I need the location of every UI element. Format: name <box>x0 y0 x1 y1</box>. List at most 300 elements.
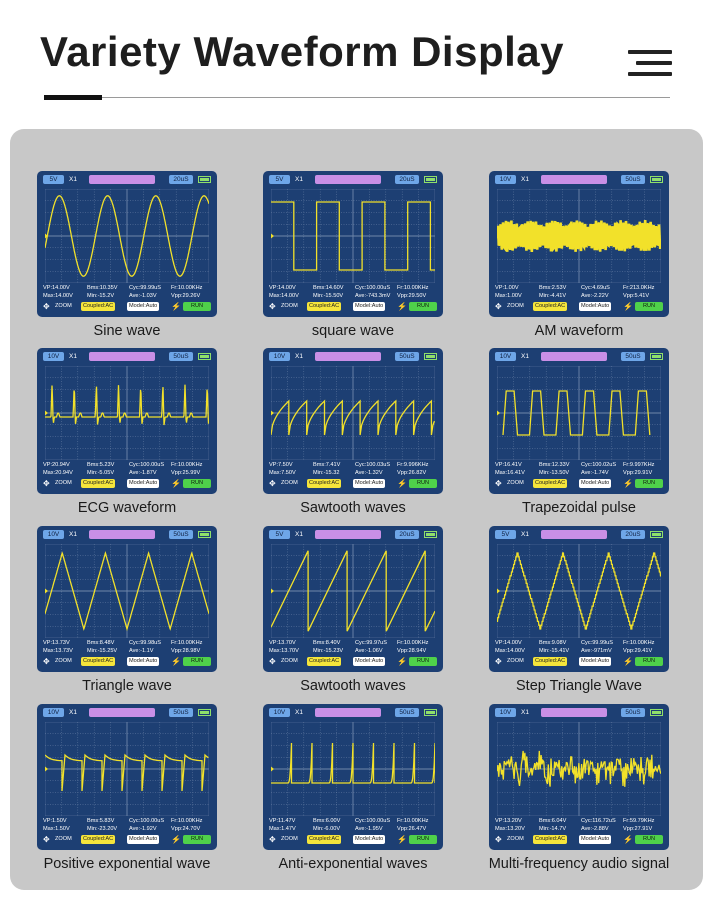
average-reading: Ave:-1.74V <box>581 469 609 476</box>
time-per-div-badge: 20uS <box>621 530 645 539</box>
time-per-div-badge: 50uS <box>621 352 645 361</box>
min-reading: Min:-15.25V <box>87 647 118 654</box>
vpp-reading: Vpp:26.82V <box>397 469 427 476</box>
frequency-reading: Fr:9.997KHz <box>623 462 655 468</box>
cycle-reading: Cyc:100.00uS <box>129 818 165 824</box>
vp-reading: VP:14.00V <box>495 640 522 646</box>
frequency-reading: Fr:10.00KHz <box>171 462 203 468</box>
waveform-caption: Sawtooth waves <box>300 678 406 694</box>
zoom-label: ZOOM <box>507 658 524 664</box>
volts-per-div-badge: 10V <box>269 708 290 717</box>
battery-icon <box>650 176 663 183</box>
scope-status-bar <box>269 835 439 845</box>
run-status-badge: RUN <box>409 302 437 311</box>
vp-reading: VP:13.20V <box>495 818 522 824</box>
probe-multiplier: X1 <box>69 531 77 538</box>
frequency-reading: Fr:10.00KHz <box>171 818 203 824</box>
frequency-reading: Fr:59.79KHz <box>623 818 655 824</box>
waveform-card-4 <box>37 348 217 518</box>
max-reading: Max:1.50V <box>43 825 70 832</box>
time-per-div-badge: 50uS <box>621 175 645 184</box>
trigger-flash-icon: ⚡ <box>171 835 181 844</box>
zoom-label: ZOOM <box>507 836 524 842</box>
oscilloscope-screen <box>489 171 669 317</box>
average-reading: Ave:-2.22V <box>581 292 609 299</box>
oscilloscope-screen <box>37 348 217 494</box>
vpp-reading: Vpp:25.99V <box>171 469 201 476</box>
coupling-badge: Coupled:AC <box>309 303 340 309</box>
probe-multiplier: X1 <box>69 353 77 360</box>
frequency-reading: Fr:10.00KHz <box>171 640 203 646</box>
battery-icon <box>650 353 663 360</box>
waveform-plot <box>271 189 435 283</box>
coupling-badge: Coupled:AC <box>535 303 566 309</box>
move-icon: ✥ <box>43 479 50 488</box>
scope-status-bar <box>495 657 665 667</box>
run-status-badge: RUN <box>409 835 437 844</box>
vp-reading: VP:1.50V <box>43 818 67 824</box>
move-icon: ✥ <box>269 835 276 844</box>
min-reading: Min:-14.7V <box>539 825 567 832</box>
trigger-position-bar <box>315 352 381 361</box>
scope-status-bar <box>43 657 213 667</box>
max-reading: Max:13.73V <box>43 647 73 654</box>
volts-per-div-badge: 10V <box>269 352 290 361</box>
zoom-label: ZOOM <box>55 480 72 486</box>
trigger-position-bar <box>315 530 381 539</box>
bms-reading: Bms:7.41V <box>313 462 341 468</box>
run-status-badge: RUN <box>409 657 437 666</box>
move-icon: ✥ <box>43 302 50 311</box>
trigger-flash-icon: ⚡ <box>397 302 407 311</box>
measurement-readout <box>495 640 665 655</box>
vp-reading: VP:13.70V <box>269 640 296 646</box>
oscilloscope-screen <box>263 348 443 494</box>
zoom-label: ZOOM <box>281 303 298 309</box>
trigger-mode-badge: Model:Auto <box>581 658 610 664</box>
title-divider <box>44 97 670 98</box>
trigger-mode-badge: Model:Auto <box>129 480 158 486</box>
vpp-reading: Vpp:29.50V <box>397 292 427 299</box>
vp-reading: VP:14.00V <box>43 285 70 291</box>
frequency-reading: Fr:10.00KHz <box>171 285 203 291</box>
vp-reading: VP:7.50V <box>269 462 293 468</box>
max-reading: Max:14.00V <box>495 647 525 654</box>
zoom-label: ZOOM <box>281 836 298 842</box>
vpp-reading: Vpp:28.94V <box>397 647 427 654</box>
waveform-plot <box>497 366 661 460</box>
waveform-caption: Sawtooth waves <box>300 500 406 516</box>
bms-reading: Bms:12.33V <box>539 462 570 468</box>
measurement-readout <box>269 818 439 833</box>
waveform-plot <box>45 189 209 283</box>
trigger-position-bar <box>89 175 155 184</box>
probe-multiplier: X1 <box>521 176 529 183</box>
max-reading: Max:14.00V <box>269 292 299 299</box>
measurement-readout <box>43 462 213 477</box>
waveform-caption: ECG waveform <box>77 500 177 516</box>
run-status-badge: RUN <box>635 302 663 311</box>
waveform-caption: Step Triangle Wave <box>516 678 642 694</box>
oscilloscope-screen <box>489 704 669 850</box>
volts-per-div-badge: 5V <box>495 530 516 539</box>
waveform-plot <box>497 722 661 816</box>
coupling-badge: Coupled:AC <box>535 480 566 486</box>
zoom-label: ZOOM <box>507 480 524 486</box>
measurement-readout <box>495 285 665 300</box>
probe-multiplier: X1 <box>521 531 529 538</box>
cycle-reading: Cyc:100.02uS <box>581 462 617 468</box>
trigger-mode-badge: Model:Auto <box>129 303 158 309</box>
max-reading: Max:20.94V <box>43 469 73 476</box>
vpp-reading: Vpp:29.41V <box>623 647 653 654</box>
max-reading: Max:7.50V <box>269 469 296 476</box>
oscilloscope-screen <box>263 171 443 317</box>
scope-status-bar <box>43 835 213 845</box>
coupling-badge: Coupled:AC <box>535 658 566 664</box>
zoom-label: ZOOM <box>55 303 72 309</box>
frequency-reading: Fr:10.00KHz <box>623 640 655 646</box>
coupling-badge: Coupled:AC <box>309 480 340 486</box>
volts-per-div-badge: 5V <box>269 175 290 184</box>
vpp-reading: Vpp:26.47V <box>397 825 427 832</box>
trigger-flash-icon: ⚡ <box>171 302 181 311</box>
frequency-reading: Fr:10.00KHz <box>397 285 429 291</box>
vpp-reading: Vpp:24.70V <box>171 825 201 832</box>
bms-reading: Bms:14.60V <box>313 285 344 291</box>
frequency-reading: Fr:10.00KHz <box>397 818 429 824</box>
probe-multiplier: X1 <box>69 709 77 716</box>
volts-per-div-badge: 10V <box>43 530 64 539</box>
scope-status-bar <box>43 479 213 489</box>
time-per-div-badge: 50uS <box>169 530 193 539</box>
min-reading: Min:-15.50V <box>313 292 344 299</box>
zoom-label: ZOOM <box>281 658 298 664</box>
battery-icon <box>198 353 211 360</box>
cycle-reading: Cyc:99.98uS <box>129 640 162 646</box>
average-reading: Ave:-1.95V <box>355 825 383 832</box>
vp-reading: VP:11.47V <box>269 818 296 824</box>
run-status-badge: RUN <box>183 479 211 488</box>
measurement-readout <box>495 818 665 833</box>
volts-per-div-badge: 10V <box>43 708 64 717</box>
bms-reading: Bms:9.08V <box>539 640 567 646</box>
waveform-caption: Trapezoidal pulse <box>522 500 636 516</box>
probe-multiplier: X1 <box>69 176 77 183</box>
max-reading: Max:14.00V <box>43 292 73 299</box>
min-reading: Min:-5.05V <box>87 469 115 476</box>
scope-status-bar <box>495 835 665 845</box>
move-icon: ✥ <box>269 479 276 488</box>
run-status-badge: RUN <box>635 479 663 488</box>
time-per-div-badge: 50uS <box>395 352 419 361</box>
max-reading: Max:1.00V <box>495 292 522 299</box>
waveform-card-3 <box>489 171 669 341</box>
vp-reading: VP:1.00V <box>495 285 519 291</box>
zoom-label: ZOOM <box>507 303 524 309</box>
probe-multiplier: X1 <box>295 176 303 183</box>
trigger-mode-badge: Model:Auto <box>581 836 610 842</box>
trigger-flash-icon: ⚡ <box>171 479 181 488</box>
min-reading: Min:-15.32 <box>313 469 340 476</box>
trigger-mode-badge: Model:Auto <box>581 303 610 309</box>
frequency-reading: Fr:9.996KHz <box>397 462 429 468</box>
cycle-reading: Cyc:100.00uS <box>355 818 391 824</box>
move-icon: ✥ <box>495 657 502 666</box>
trigger-position-bar <box>315 708 381 717</box>
coupling-badge: Coupled:AC <box>83 303 114 309</box>
move-icon: ✥ <box>495 479 502 488</box>
title-underline-accent <box>44 95 102 100</box>
battery-icon <box>650 531 663 538</box>
vpp-reading: Vpp:27.91V <box>623 825 653 832</box>
min-reading: Min:-23.20V <box>87 825 118 832</box>
oscilloscope-screen <box>489 348 669 494</box>
time-per-div-badge: 20uS <box>395 530 419 539</box>
waveform-plot <box>45 544 209 638</box>
average-reading: Ave:-1.87V <box>129 469 157 476</box>
waveform-caption: Anti-exponential waves <box>278 856 428 872</box>
vpp-reading: Vpp:5.41V <box>623 292 650 299</box>
trigger-mode-badge: Model:Auto <box>581 480 610 486</box>
volts-per-div-badge: 10V <box>495 352 516 361</box>
cycle-reading: Cyc:100.00uS <box>355 285 391 291</box>
coupling-badge: Coupled:AC <box>309 836 340 842</box>
bms-reading: Bms:2.53V <box>539 285 567 291</box>
run-status-badge: RUN <box>635 657 663 666</box>
waveform-plot <box>45 722 209 816</box>
probe-multiplier: X1 <box>521 709 529 716</box>
measurement-readout <box>43 285 213 300</box>
probe-multiplier: X1 <box>295 531 303 538</box>
coupling-badge: Coupled:AC <box>535 836 566 842</box>
vp-reading: VP:14.00V <box>269 285 296 291</box>
scope-status-bar <box>269 302 439 312</box>
average-reading: Ave:-743.3mV <box>355 292 391 299</box>
trigger-position-bar <box>89 708 155 717</box>
min-reading: Min:-13.50V <box>539 469 570 476</box>
zoom-label: ZOOM <box>55 836 72 842</box>
oscilloscope-screen <box>37 526 217 672</box>
waveform-plot <box>271 544 435 638</box>
waveform-caption: AM waveform <box>534 323 624 339</box>
move-icon: ✥ <box>43 657 50 666</box>
waveform-card-10 <box>37 704 217 874</box>
bms-reading: Bms:8.48V <box>87 640 115 646</box>
volts-per-div-badge: 10V <box>43 352 64 361</box>
min-reading: Min:-4.41V <box>539 292 567 299</box>
scope-status-bar <box>269 657 439 667</box>
volts-per-div-badge: 5V <box>43 175 64 184</box>
battery-icon <box>424 176 437 183</box>
probe-multiplier: X1 <box>521 353 529 360</box>
waveform-caption: Sine wave <box>93 323 161 339</box>
waveform-card-11 <box>263 704 443 874</box>
waveform-card-7 <box>37 526 217 696</box>
trigger-position-bar <box>89 352 155 361</box>
scope-status-bar <box>269 479 439 489</box>
waveform-card-6 <box>489 348 669 518</box>
oscilloscope-screen <box>263 526 443 672</box>
waveform-caption: square wave <box>311 323 395 339</box>
waveform-plot <box>271 366 435 460</box>
volts-per-div-badge: 10V <box>495 708 516 717</box>
oscilloscope-screen <box>263 704 443 850</box>
waveform-card-12 <box>489 704 669 874</box>
vpp-reading: Vpp:28.98V <box>171 647 201 654</box>
vpp-reading: Vpp:29.91V <box>623 469 653 476</box>
zoom-label: ZOOM <box>55 658 72 664</box>
frequency-reading: Fr:213.0KHz <box>623 285 655 291</box>
cycle-reading: Cyc:116.72uS <box>581 818 616 824</box>
trigger-flash-icon: ⚡ <box>397 835 407 844</box>
run-status-badge: RUN <box>183 835 211 844</box>
cycle-reading: Cyc:99.99uS <box>581 640 614 646</box>
move-icon: ✥ <box>269 657 276 666</box>
measurement-readout <box>43 818 213 833</box>
average-reading: Ave:-971mV <box>581 647 612 654</box>
bms-reading: Bms:5.23V <box>87 462 115 468</box>
battery-icon <box>424 709 437 716</box>
waveform-card-2 <box>263 171 443 341</box>
trigger-flash-icon: ⚡ <box>623 302 633 311</box>
measurement-readout <box>495 462 665 477</box>
trigger-flash-icon: ⚡ <box>623 835 633 844</box>
probe-multiplier: X1 <box>295 353 303 360</box>
battery-icon <box>424 531 437 538</box>
min-reading: Min:-15.2V <box>87 292 115 299</box>
max-reading: Max:16.41V <box>495 469 525 476</box>
average-reading: Ave:-1.03V <box>129 292 157 299</box>
cycle-reading: Cyc:100.00uS <box>129 462 165 468</box>
run-status-badge: RUN <box>183 657 211 666</box>
trigger-position-bar <box>89 530 155 539</box>
max-reading: Max:13.20V <box>495 825 525 832</box>
vp-reading: VP:16.41V <box>495 462 522 468</box>
coupling-badge: Coupled:AC <box>309 658 340 664</box>
min-reading: Min:-15.41V <box>539 647 570 654</box>
cycle-reading: Cyc:100.03uS <box>355 462 391 468</box>
vpp-reading: Vpp:29.26V <box>171 292 201 299</box>
trigger-position-bar <box>541 530 607 539</box>
trigger-position-bar <box>541 708 607 717</box>
average-reading: Ave:-1.32V <box>355 469 383 476</box>
oscilloscope-screen <box>489 526 669 672</box>
scope-status-bar <box>43 302 213 312</box>
trigger-flash-icon: ⚡ <box>397 479 407 488</box>
hamburger-menu-icon[interactable] <box>624 46 672 82</box>
zoom-label: ZOOM <box>281 480 298 486</box>
run-status-badge: RUN <box>409 479 437 488</box>
time-per-div-badge: 20uS <box>395 175 419 184</box>
min-reading: Min:-6.00V <box>313 825 341 832</box>
waveform-caption: Multi-frequency audio signal <box>488 856 670 872</box>
waveform-card-9 <box>489 526 669 696</box>
volts-per-div-badge: 5V <box>269 530 290 539</box>
vp-reading: VP:13.73V <box>43 640 70 646</box>
move-icon: ✥ <box>495 302 502 311</box>
time-per-div-badge: 50uS <box>169 352 193 361</box>
trigger-mode-badge: Model:Auto <box>129 836 158 842</box>
volts-per-div-badge: 10V <box>495 175 516 184</box>
trigger-position-bar <box>315 175 381 184</box>
measurement-readout <box>269 640 439 655</box>
waveform-plot <box>497 544 661 638</box>
waveform-card-5 <box>263 348 443 518</box>
time-per-div-badge: 50uS <box>395 708 419 717</box>
trigger-mode-badge: Model:Auto <box>355 658 384 664</box>
battery-icon <box>650 709 663 716</box>
cycle-reading: Cyc:99.99uS <box>129 285 162 291</box>
waveform-caption: Triangle wave <box>82 678 172 694</box>
average-reading: Ave:-1.06V <box>355 647 383 654</box>
probe-multiplier: X1 <box>295 709 303 716</box>
coupling-badge: Coupled:AC <box>83 836 114 842</box>
trigger-flash-icon: ⚡ <box>397 657 407 666</box>
scope-status-bar <box>495 302 665 312</box>
trigger-flash-icon: ⚡ <box>171 657 181 666</box>
waveform-card-1 <box>37 171 217 341</box>
move-icon: ✥ <box>495 835 502 844</box>
move-icon: ✥ <box>269 302 276 311</box>
cycle-reading: Cyc:4.69uS <box>581 285 610 291</box>
max-reading: Max:1.47V <box>269 825 296 832</box>
coupling-badge: Coupled:AC <box>83 658 114 664</box>
oscilloscope-screen <box>37 171 217 317</box>
trigger-position-bar <box>541 175 607 184</box>
average-reading: Ave:-2.88V <box>581 825 609 832</box>
bms-reading: Bms:10.35V <box>87 285 118 291</box>
waveform-plot <box>45 366 209 460</box>
bms-reading: Bms:5.83V <box>87 818 115 824</box>
bms-reading: Bms:6.04V <box>539 818 567 824</box>
waveform-card-8 <box>263 526 443 696</box>
waveform-plot <box>497 189 661 283</box>
oscilloscope-screen <box>37 704 217 850</box>
frequency-reading: Fr:10.00KHz <box>397 640 429 646</box>
measurement-readout <box>269 462 439 477</box>
cycle-reading: Cyc:99.97uS <box>355 640 388 646</box>
trigger-flash-icon: ⚡ <box>623 479 633 488</box>
trigger-mode-badge: Model:Auto <box>355 836 384 842</box>
vp-reading: VP:20.94V <box>43 462 70 468</box>
time-per-div-badge: 20uS <box>169 175 193 184</box>
average-reading: Ave:-1.1V <box>129 647 154 654</box>
average-reading: Ave:-1.92V <box>129 825 157 832</box>
battery-icon <box>198 709 211 716</box>
trigger-position-bar <box>541 352 607 361</box>
battery-icon <box>198 531 211 538</box>
scope-status-bar <box>495 479 665 489</box>
battery-icon <box>424 353 437 360</box>
battery-icon <box>198 176 211 183</box>
measurement-readout <box>43 640 213 655</box>
coupling-badge: Coupled:AC <box>83 480 114 486</box>
max-reading: Max:13.70V <box>269 647 299 654</box>
min-reading: Min:-15.23V <box>313 647 344 654</box>
time-per-div-badge: 50uS <box>169 708 193 717</box>
trigger-mode-badge: Model:Auto <box>355 303 384 309</box>
trigger-mode-badge: Model:Auto <box>129 658 158 664</box>
run-status-badge: RUN <box>635 835 663 844</box>
trigger-mode-badge: Model:Auto <box>355 480 384 486</box>
waveform-caption: Positive exponential wave <box>43 856 211 872</box>
time-per-div-badge: 50uS <box>621 708 645 717</box>
waveform-plot <box>271 722 435 816</box>
bms-reading: Bms:8.40V <box>313 640 341 646</box>
measurement-readout <box>269 285 439 300</box>
bms-reading: Bms:6.00V <box>313 818 341 824</box>
